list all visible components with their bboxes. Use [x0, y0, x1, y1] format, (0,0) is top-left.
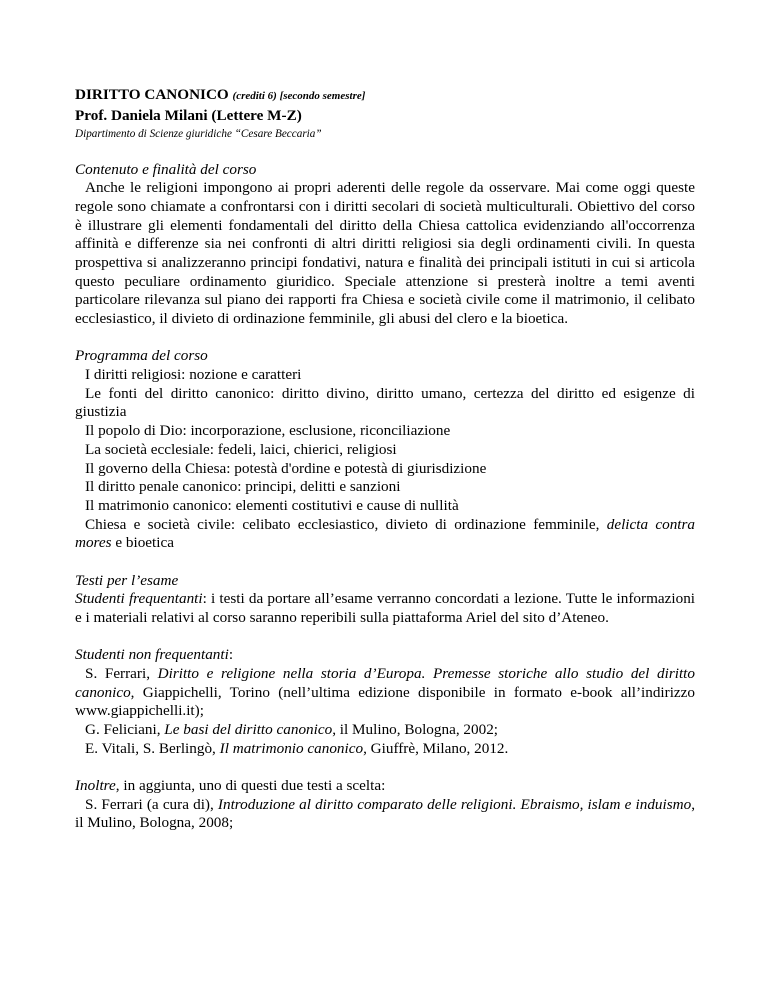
book-rest: , il Mulino, Bologna, 2002;	[332, 720, 499, 738]
professor-line: Prof. Daniela Milani (Lettere M-Z)	[75, 107, 302, 124]
book-rest: , Giappichelli, Torino (nell’ultima edizione disponibile in formato e-book all’indirizzo www.giappichelli.it);	[75, 683, 695, 720]
program-item-tail: e bioetica	[111, 534, 174, 552]
course-title	[75, 85, 695, 106]
book-rest: , Giuffrè, Milano, 2012.	[363, 739, 509, 757]
book-title: Il matrimonio canonico	[219, 739, 364, 757]
course-name: DIRITTO CANONICO	[75, 86, 229, 103]
section-title-programma: Programma del corso	[75, 347, 208, 365]
section-title-testi: Testi per l’esame	[75, 571, 179, 589]
program-item: La società ecclesiale: fedeli, laici, chierici, religiosi	[85, 440, 397, 458]
book-title: Le basi del diritto canonico	[164, 720, 333, 738]
inoltre-paragraph	[75, 777, 695, 796]
book-author: S. Ferrari (a cura di),	[85, 795, 218, 813]
program-item: Il governo della Chiesa: potestà d'ordine e potestà di giurisdizione	[85, 459, 487, 477]
program-item: Il diritto penale canonico: principi, delitti e sanzioni	[85, 478, 401, 496]
program-item: I diritti religiosi: nozione e caratteri	[85, 366, 302, 384]
book-title: Diritto e religione nella storia d’Europa. Premesse storiche allo studio del diritto canonico	[75, 664, 695, 701]
section-testi	[75, 572, 695, 833]
contenuto-paragraph: Anche le religioni impongono ai propri aderenti delle regole da osservare. Mai come oggi queste regole sono chiamate a confrontarsi con i diritti secolari di società multiculturali. Obiettivo del corso è illustrare gli elementi fondamentali del diritto della Chiesa cattolica evidenziando all'occorrenza affinità e differenze sia nei confronti di altri diritti religiosi sia degli ordinamenti civili. In questa prospettiva si analizzeranno principi fondativi, natura e finalità dei principali istituti in cui si articola questo peculiare ordinamento giuridico. Speciale attenzione si presterà inoltre a temi aventi particolare rilevanza sul piano dei rapporti fra Chiesa e società civile come il matrimonio, il celibato ecclesiastico, il divieto di ordinazione femminile, gli abusi del clero e la bioetica.	[75, 179, 695, 328]
book-entry	[75, 740, 695, 759]
section-contenuto	[75, 161, 695, 329]
book-author: S. Ferrari,	[85, 664, 158, 682]
non-frequentanti-colon: :	[228, 646, 234, 664]
program-item-italic: delicta contra mores	[75, 515, 696, 552]
book-entry	[75, 665, 695, 721]
frequentanti-label: Studenti frequentanti	[75, 590, 203, 608]
course-note: (crediti 6) [secondo semestre]	[232, 90, 366, 102]
book-entry	[75, 721, 695, 740]
book-author: G. Feliciani,	[85, 720, 165, 738]
frequentanti-paragraph	[75, 590, 695, 627]
book-rest: , il Mulino, Bologna, 2008;	[75, 795, 695, 832]
program-item-last	[75, 516, 695, 553]
document-page	[75, 85, 695, 833]
book-author: E. Vitali, S. Berlingò,	[85, 739, 220, 757]
inoltre-label: Inoltre	[75, 776, 116, 794]
program-item: Il matrimonio canonico: elementi costitutivi e cause di nullità	[85, 496, 459, 514]
program-item: Il popolo di Dio: incorporazione, esclusione, riconciliazione	[85, 422, 451, 440]
book-title: Introduzione al diritto comparato delle religioni. Ebraismo, islam e induismo	[217, 795, 692, 813]
non-frequentanti-heading	[75, 646, 695, 665]
section-title-contenuto: Contenuto e finalità del corso	[75, 160, 257, 178]
frequentanti-text: : i testi da portare all’esame verranno concordati a lezione. Tutte le informazioni e i materiali relativi al corso saranno reperibili sulla piattaforma Ariel del sito d’Ateneo.	[75, 590, 696, 626]
book-entry	[75, 796, 695, 833]
inoltre-text: , in aggiunta, uno di questi due testi a scelta:	[115, 776, 386, 794]
non-frequentanti-label: Studenti non frequentanti	[75, 646, 229, 664]
department-line: Dipartimento di Scienze giuridiche “Cesare Beccaria”	[75, 128, 322, 140]
section-programma	[75, 347, 695, 553]
program-item: Le fonti del diritto canonico: diritto divino, diritto umano, certezza del diritto ed esigenze di giustizia	[75, 384, 695, 421]
program-item-text: Chiesa e società civile: celibato ecclesiastico, divieto di ordinazione femminile,	[85, 515, 600, 533]
